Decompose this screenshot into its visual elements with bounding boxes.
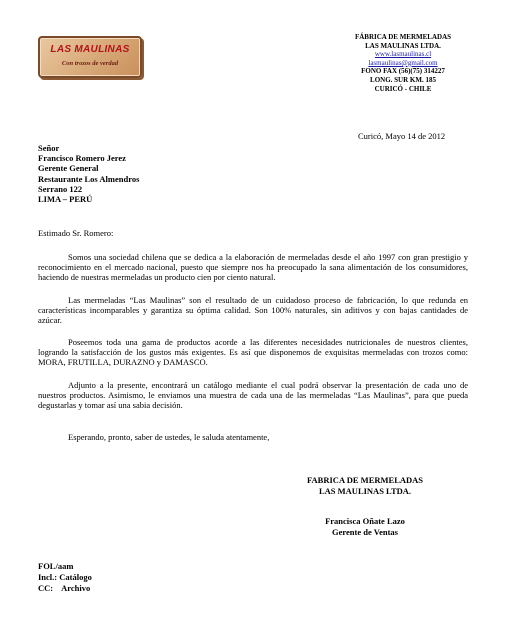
letter-footer bbox=[38, 561, 92, 593]
addressee-block bbox=[38, 143, 139, 204]
logo-tagline: Con trozos de verdad bbox=[61, 60, 119, 67]
cc-value: Archivo bbox=[61, 582, 91, 593]
signature-company bbox=[290, 475, 440, 496]
body-paragraph: Adjunto a la presente, encontrará un catálogo mediante el cual podrá observar la presentación de cada uno de nuestros productos. Asimismo, le enviamos una muestra de cada una de las mermeladas “Las Maulinas”, para que pueda degustarlas y tomar así una sabia decisión. bbox=[38, 380, 468, 410]
website-link[interactable]: www.lasmaulinas.cl bbox=[374, 50, 432, 59]
signature-company-line2: LAS MAULINAS LTDA. bbox=[318, 485, 412, 496]
body-paragraph: Somos una sociedad chilena que se dedica a la elaboración de mermeladas desde el año 1997 con gran prestigio y reconocimiento en el mercado nacional, puesto que siempre nos ha preocupado la sana alimentación de los consumidores, haciendo de nuestras mermeladas un producto cien por ciento natural. bbox=[38, 252, 468, 282]
signer-name: Francisca Oñate Lazo bbox=[325, 516, 405, 526]
letterhead-address: LONG. SUR KM. 185 bbox=[370, 75, 436, 84]
letterhead-city: CURICÓ - CHILE bbox=[374, 84, 432, 93]
logo-name: LAS MAULINAS bbox=[50, 44, 130, 55]
signer-title: Gerente de Ventas bbox=[332, 526, 398, 537]
letterhead bbox=[318, 33, 488, 93]
addressee-company: Restaurante Los Almendros bbox=[38, 173, 140, 184]
signature-person bbox=[290, 516, 440, 537]
addressee-street: Serrano 122 bbox=[38, 183, 83, 194]
signature-company-line1: FABRICA DE MERMELADAS bbox=[306, 475, 424, 485]
letterhead-company: FÁBRICA DE MERMELADAS bbox=[354, 33, 452, 41]
salutation: Estimado Sr. Romero: bbox=[38, 228, 114, 238]
closing-paragraph: Esperando, pronto, saber de ustedes, le saluda atentamente, bbox=[68, 432, 270, 442]
addressee-name: Francisco Romero Jerez bbox=[38, 153, 126, 164]
cc-label: CC: bbox=[38, 582, 54, 593]
body-paragraph: Poseemos toda una gama de productos acorde a las diferentes necesidades nutricionales de nuestros clientes, logrando la satisfacción de los gustos más exigentes. Es así que disponemos de exquisitas mermeladas con trozos como: MORA, FRUTILLA, DURAZNO y DAMASCO. bbox=[38, 337, 468, 367]
addressee-position: Gerente General bbox=[38, 163, 99, 174]
email-link[interactable]: lasmaulinas@gmail.com bbox=[368, 58, 438, 67]
addressee-city: LIMA – PERÚ bbox=[38, 194, 93, 205]
enclosure-note: Incl.: Catálogo bbox=[38, 571, 92, 582]
reference-initials: FOL/aam bbox=[38, 561, 74, 571]
addressee-title: Señor bbox=[38, 143, 60, 153]
letter-date: Curicó, Mayo 14 de 2012 bbox=[358, 131, 446, 141]
company-logo bbox=[38, 36, 142, 78]
body-paragraph: Las mermeladas “Las Maulinas” son el resultado de un cuidadoso proceso de fabricación, lo que redunda en características incomparables y garantiza su óptima calidad. Son 100% naturales, sin aditivos y con bajas cantidades de azúcar. bbox=[38, 295, 468, 325]
letterhead-phone: FONO FAX (56)(75) 314227 bbox=[361, 67, 445, 76]
cc-line bbox=[38, 583, 92, 594]
letterhead-company-name: LAS MAULINAS LTDA. bbox=[365, 41, 441, 50]
